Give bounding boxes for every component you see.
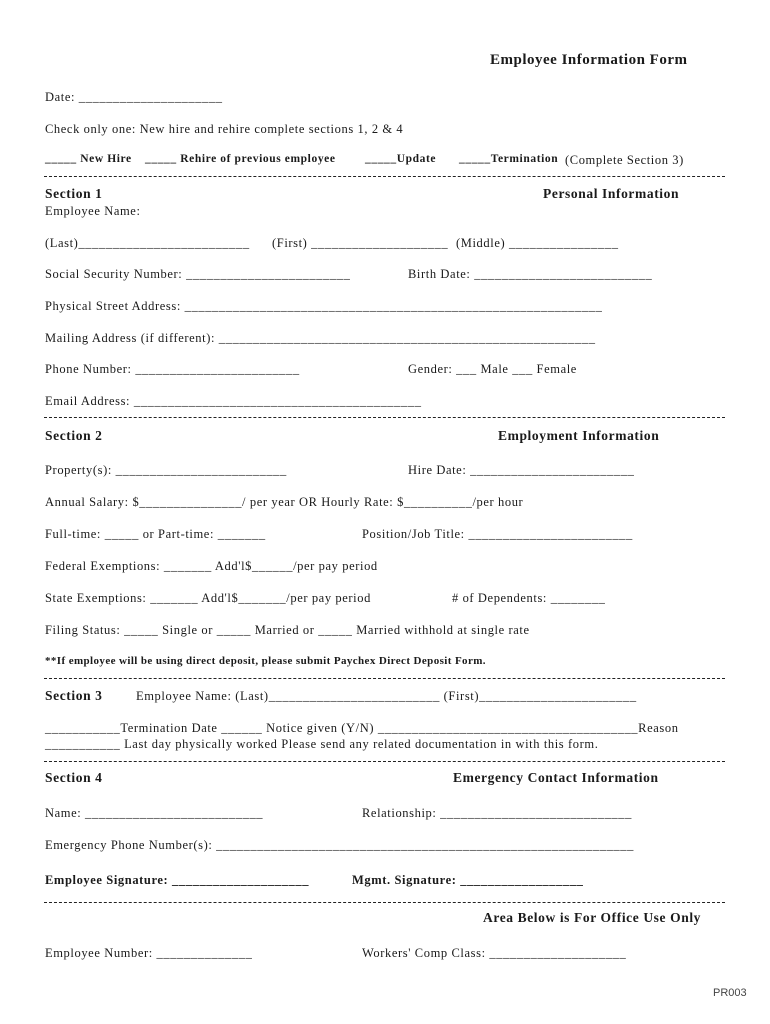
office-use-heading: Area Below is For Office Use Only — [483, 910, 702, 925]
divider — [44, 417, 725, 418]
rehire-option[interactable]: _____ Rehire of previous employee — [145, 153, 336, 165]
hire-date-field[interactable]: Hire Date: ________________________ — [408, 463, 635, 477]
first-name-field[interactable]: (First) ____________________ — [272, 236, 449, 250]
divider — [44, 678, 725, 679]
phone-field[interactable]: Phone Number: ________________________ — [45, 362, 300, 376]
update-option[interactable]: _____Update — [365, 153, 437, 165]
termination-option[interactable]: _____Termination — [459, 153, 559, 165]
position-field[interactable]: Position/Job Title: ________________________ — [362, 527, 633, 541]
form-code: PR003 — [713, 987, 747, 999]
salary-field[interactable]: Annual Salary: $_______________/ per year OR Hourly Rate: $__________/per hour — [45, 495, 524, 509]
federal-exemptions-field[interactable]: Federal Exemptions: _______ Add'l$______/per pay period — [45, 559, 378, 573]
employee-name-label: Employee Name: — [45, 204, 141, 218]
section-4-heading: Emergency Contact Information — [453, 770, 659, 785]
birth-date-field[interactable]: Birth Date: __________________________ — [408, 267, 653, 281]
section-2-label: Section 2 — [45, 428, 103, 443]
employee-number-field[interactable]: Employee Number: ______________ — [45, 946, 253, 960]
date-field[interactable]: Date: _____________________ — [45, 90, 223, 104]
section-2-heading: Employment Information — [498, 428, 660, 443]
emergency-name-field[interactable]: Name: __________________________ — [45, 806, 264, 820]
filing-status-field[interactable]: Filing Status: _____ Single or _____ Married or _____ Married withhold at single rate — [45, 623, 530, 637]
state-exemptions-field[interactable]: State Exemptions: _______ Add'l$_______/per pay period — [45, 591, 371, 605]
termination-employee-name-field[interactable]: Employee Name: (Last)_________________________ (First)_______________________ — [136, 689, 637, 703]
workers-comp-field[interactable]: Workers' Comp Class: ____________________ — [362, 946, 627, 960]
mailing-address-field[interactable]: Mailing Address (if different): _______________________________________________________ — [45, 331, 596, 345]
last-name-field[interactable]: (Last)_________________________ — [45, 236, 250, 250]
section-1-heading: Personal Information — [543, 186, 680, 201]
check-one-instruction: Check only one: New hire and rehire complete sections 1, 2 & 4 — [45, 122, 404, 136]
page-title: Employee Information Form — [490, 52, 688, 68]
middle-name-field[interactable]: (Middle) ________________ — [456, 236, 619, 250]
divider — [44, 176, 725, 177]
section-3-label: Section 3 — [45, 688, 103, 703]
emergency-phone-field[interactable]: Emergency Phone Number(s): _____________________________________________________________ — [45, 838, 634, 852]
new-hire-option[interactable]: _____ New Hire — [45, 153, 132, 165]
email-field[interactable]: Email Address: __________________________________________ — [45, 394, 422, 408]
termination-note: (Complete Section 3) — [565, 153, 684, 167]
dependents-field[interactable]: # of Dependents: ________ — [452, 591, 606, 605]
relationship-field[interactable]: Relationship: ____________________________ — [362, 806, 632, 820]
section-4-label: Section 4 — [45, 770, 103, 785]
employee-signature-field[interactable]: Employee Signature: ____________________ — [45, 873, 310, 887]
street-address-field[interactable]: Physical Street Address: _____________________________________________________________ — [45, 299, 603, 313]
direct-deposit-note: **If employee will be using direct deposit, please submit Paychex Direct Deposit Form. — [45, 655, 486, 667]
last-day-worked-field[interactable]: ___________ Last day physically worked Please send any related documentation in with this form. — [45, 737, 599, 751]
gender-field[interactable]: Gender: ___ Male ___ Female — [408, 362, 577, 376]
ssn-field[interactable]: Social Security Number: ________________________ — [45, 267, 351, 281]
mgmt-signature-field[interactable]: Mgmt. Signature: __________________ — [352, 873, 584, 887]
employment-type-field[interactable]: Full-time: _____ or Part-time: _______ — [45, 527, 266, 541]
divider — [44, 761, 725, 762]
property-field[interactable]: Property(s): _________________________ — [45, 463, 287, 477]
termination-details-field[interactable]: ___________Termination Date ______ Notice given (Y/N) ______________________________________Reason — [45, 721, 679, 735]
divider — [44, 902, 725, 903]
section-1-label: Section 1 — [45, 186, 103, 201]
